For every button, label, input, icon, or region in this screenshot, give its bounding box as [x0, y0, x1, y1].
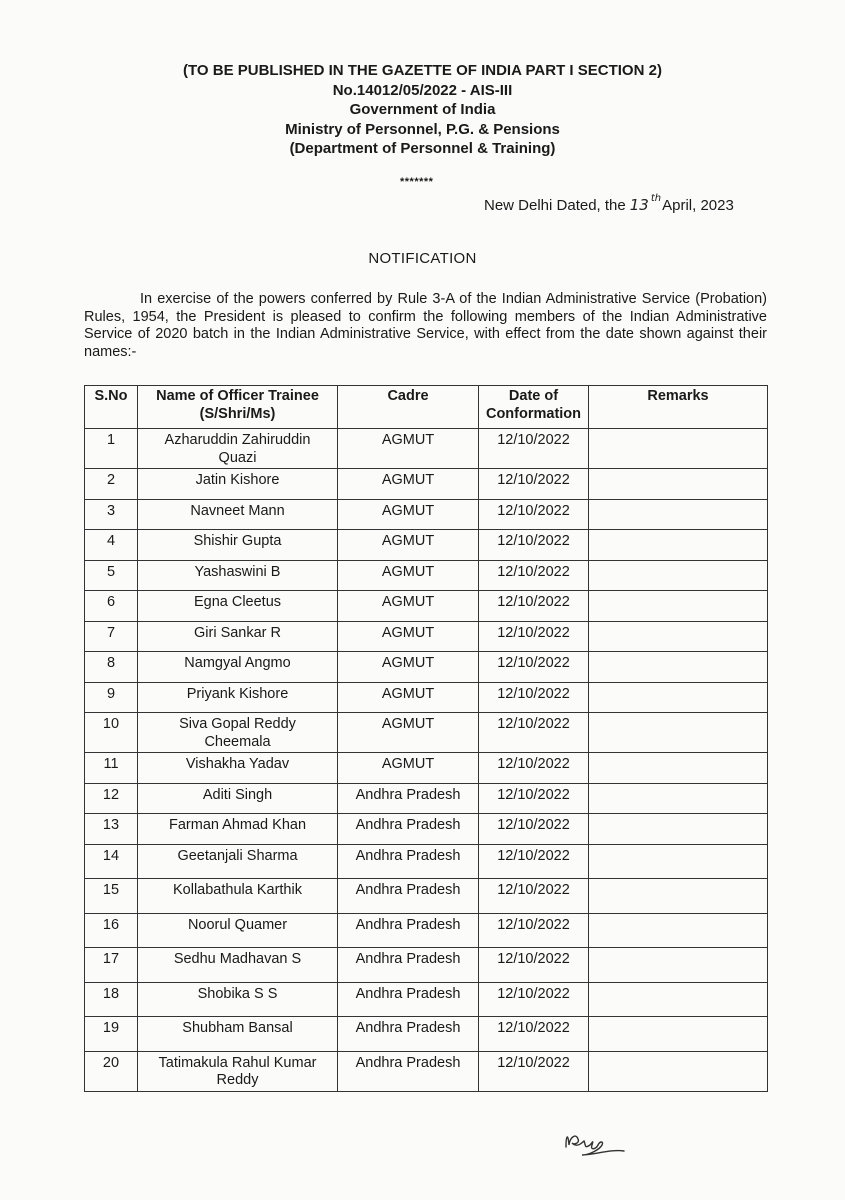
cell-remarks — [589, 1017, 768, 1052]
cell-date: 12/10/2022 — [479, 560, 589, 591]
cell-cadre: AGMUT — [338, 591, 479, 622]
header-cadre — [338, 386, 479, 429]
cell-sno: 1 — [85, 429, 138, 469]
table-row — [85, 713, 768, 753]
cell-remarks — [589, 530, 768, 561]
header-name — [138, 386, 338, 429]
cell-date: 12/10/2022 — [479, 682, 589, 713]
cell-officer-name: Priyank Kishore — [138, 682, 338, 713]
cell-officer-name: Shobika S S — [138, 982, 338, 1017]
cell-remarks — [589, 429, 768, 469]
cell-sno: 17 — [85, 948, 138, 983]
cell-cadre: AGMUT — [338, 713, 479, 753]
cell-remarks — [589, 844, 768, 879]
header-date-line2: Conformation — [485, 405, 582, 422]
separator: ******* — [400, 176, 434, 188]
cell-remarks — [589, 499, 768, 530]
cell-date: 12/10/2022 — [479, 948, 589, 983]
cell-cadre: AGMUT — [338, 429, 479, 469]
cell-date: 12/10/2022 — [479, 1051, 589, 1091]
cell-officer-name: Aditi Singh — [138, 783, 338, 814]
table-row — [85, 879, 768, 914]
cell-officer-name: Farman Ahmad Khan — [138, 814, 338, 845]
notification-paragraph: In exercise of the powers conferred by Rule 3-A of the Indian Administrative Service (Probation) Rules, 1954, the President is pleased to confirm the following members of the Indian Administrative Service of 2020 batch in the Indian Administrative Service, with effect from the date shown against their names:- — [84, 291, 767, 361]
cell-sno: 15 — [85, 879, 138, 914]
cell-sno: 16 — [85, 913, 138, 948]
cell-remarks — [589, 621, 768, 652]
cell-sno: 19 — [85, 1017, 138, 1052]
cell-cadre: Andhra Pradesh — [338, 982, 479, 1017]
cell-sno: 4 — [85, 530, 138, 561]
cell-officer-name: Shishir Gupta — [138, 530, 338, 561]
table-row — [85, 913, 768, 948]
cell-sno: 8 — [85, 652, 138, 683]
cell-cadre: Andhra Pradesh — [338, 879, 479, 914]
header-name-line2: (S/Shri/Ms) — [199, 405, 276, 422]
dateline — [484, 193, 734, 214]
table-row — [85, 591, 768, 622]
header-remarks — [589, 386, 768, 429]
table-row — [85, 682, 768, 713]
cell-sno: 11 — [85, 753, 138, 784]
cell-remarks — [589, 1051, 768, 1091]
cell-date: 12/10/2022 — [479, 783, 589, 814]
file-number: No.14012/05/2022 - AIS-III — [332, 81, 513, 99]
cell-officer-name: Siva Gopal Reddy Cheemala — [138, 713, 338, 753]
dateline-day: 13 — [629, 196, 649, 214]
cell-remarks — [589, 682, 768, 713]
cell-sno: 3 — [85, 499, 138, 530]
cell-cadre: AGMUT — [338, 499, 479, 530]
government-line: Government of India — [349, 101, 496, 118]
cell-cadre: Andhra Pradesh — [338, 948, 479, 983]
table-row — [85, 982, 768, 1017]
dateline-prefix: New Delhi Dated, the — [484, 197, 626, 214]
table-row — [85, 844, 768, 879]
table-row — [85, 530, 768, 561]
table-row — [85, 499, 768, 530]
cell-officer-name: Geetanjali Sharma — [138, 844, 338, 879]
cell-remarks — [589, 948, 768, 983]
cell-cadre: AGMUT — [338, 753, 479, 784]
cell-date: 12/10/2022 — [479, 913, 589, 948]
cell-remarks — [589, 879, 768, 914]
cell-date: 12/10/2022 — [479, 499, 589, 530]
gazette-line: (TO BE PUBLISHED IN THE GAZETTE OF INDIA PART I SECTION 2) — [183, 62, 662, 79]
cell-remarks — [589, 783, 768, 814]
table-row — [85, 560, 768, 591]
officers-table — [84, 385, 768, 1092]
cell-remarks — [589, 560, 768, 591]
cell-cadre: AGMUT — [338, 652, 479, 683]
cell-sno: 14 — [85, 844, 138, 879]
cell-cadre: Andhra Pradesh — [338, 783, 479, 814]
cell-cadre: Andhra Pradesh — [338, 913, 479, 948]
table-row — [85, 1017, 768, 1052]
cell-sno: 7 — [85, 621, 138, 652]
cell-date: 12/10/2022 — [479, 844, 589, 879]
cell-sno: 2 — [85, 469, 138, 500]
cell-remarks — [589, 753, 768, 784]
cell-remarks — [589, 713, 768, 753]
cell-officer-name: Namgyal Angmo — [138, 652, 338, 683]
table-row — [85, 652, 768, 683]
header-name-line1: Name of Officer Trainee — [156, 388, 319, 404]
table-row — [85, 783, 768, 814]
cell-cadre: AGMUT — [338, 530, 479, 561]
cell-date: 12/10/2022 — [479, 753, 589, 784]
department-line: (Department of Personnel & Training) — [289, 140, 556, 157]
cell-cadre: Andhra Pradesh — [338, 1017, 479, 1052]
cell-officer-name: Vishakha Yadav — [138, 753, 338, 784]
cell-sno: 6 — [85, 591, 138, 622]
cell-cadre: Andhra Pradesh — [338, 844, 479, 879]
cell-sno: 12 — [85, 783, 138, 814]
cell-officer-name: Jatin Kishore — [138, 469, 338, 500]
table-header-row — [85, 386, 768, 429]
cell-sno: 10 — [85, 713, 138, 753]
cell-date: 12/10/2022 — [479, 469, 589, 500]
cell-officer-name: Noorul Quamer — [138, 913, 338, 948]
cell-date: 12/10/2022 — [479, 1017, 589, 1052]
cell-remarks — [589, 814, 768, 845]
cell-cadre: AGMUT — [338, 469, 479, 500]
cell-date: 12/10/2022 — [479, 621, 589, 652]
table-row — [85, 621, 768, 652]
cell-remarks — [589, 982, 768, 1017]
cell-date: 12/10/2022 — [479, 530, 589, 561]
cell-officer-name: Yashaswini B — [138, 560, 338, 591]
table-row — [85, 1051, 768, 1091]
document-header — [0, 61, 845, 159]
cell-sno: 9 — [85, 682, 138, 713]
cell-date: 12/10/2022 — [479, 429, 589, 469]
header-remarks-label: Remarks — [647, 388, 709, 404]
cell-sno: 5 — [85, 560, 138, 591]
cell-remarks — [589, 469, 768, 500]
cell-date: 12/10/2022 — [479, 713, 589, 753]
header-date-line1: Date of — [508, 388, 559, 404]
cell-sno: 18 — [85, 982, 138, 1017]
cell-cadre: Andhra Pradesh — [338, 814, 479, 845]
header-sno-label: S.No — [94, 388, 128, 404]
header-date — [479, 386, 589, 429]
dateline-day-suffix: th — [650, 193, 662, 204]
cell-officer-name: Egna Cleetus — [138, 591, 338, 622]
cell-sno: 13 — [85, 814, 138, 845]
cell-officer-name: Giri Sankar R — [138, 621, 338, 652]
cell-cadre: AGMUT — [338, 560, 479, 591]
table-row — [85, 814, 768, 845]
signature-icon — [560, 1125, 630, 1166]
cell-officer-name: Kollabathula Karthik — [138, 879, 338, 914]
cell-date: 12/10/2022 — [479, 652, 589, 683]
cell-officer-name: Sedhu Madhavan S — [138, 948, 338, 983]
cell-cadre: AGMUT — [338, 682, 479, 713]
header-sno — [85, 386, 138, 429]
ministry-line: Ministry of Personnel, P.G. & Pensions — [285, 120, 560, 138]
notification-title: NOTIFICATION — [368, 250, 477, 267]
cell-cadre: AGMUT — [338, 621, 479, 652]
table-row — [85, 753, 768, 784]
header-cadre-label: Cadre — [387, 388, 429, 404]
cell-officer-name: Azharuddin Zahiruddin Quazi — [138, 429, 338, 469]
cell-remarks — [589, 591, 768, 622]
table-row — [85, 429, 768, 469]
cell-date: 12/10/2022 — [479, 591, 589, 622]
cell-officer-name: Shubham Bansal — [138, 1017, 338, 1052]
cell-remarks — [589, 913, 768, 948]
table-body — [85, 429, 768, 1092]
cell-officer-name: Tatimakula Rahul Kumar Reddy — [138, 1051, 338, 1091]
cell-date: 12/10/2022 — [479, 814, 589, 845]
dateline-month-year: April, 2023 — [662, 197, 734, 214]
cell-sno: 20 — [85, 1051, 138, 1091]
table-row — [85, 948, 768, 983]
table-row — [85, 469, 768, 500]
cell-remarks — [589, 652, 768, 683]
cell-officer-name: Navneet Mann — [138, 499, 338, 530]
cell-cadre: Andhra Pradesh — [338, 1051, 479, 1091]
cell-date: 12/10/2022 — [479, 982, 589, 1017]
cell-date: 12/10/2022 — [479, 879, 589, 914]
